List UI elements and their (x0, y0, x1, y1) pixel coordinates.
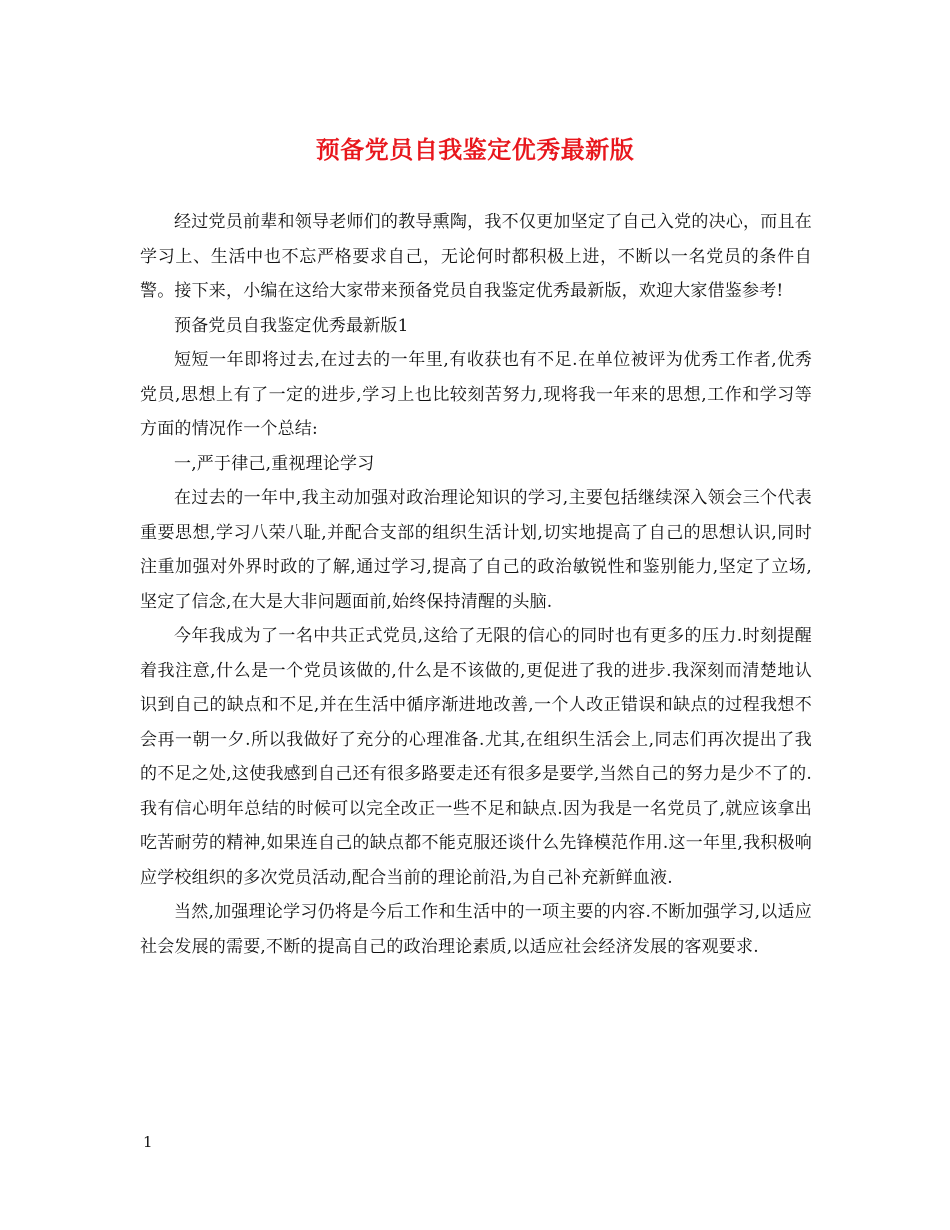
page-number: 1 (143, 1133, 153, 1151)
paragraph-party-member: 今年我成为了一名中共正式党员,这给了无限的信心的同时也有更多的压力.时刻提醒着我注意,什么是一个党员该做的,什么是不该做的,更促进了我的进步.我深刻而清楚地认识到自己的缺点和不足,并在生活中循序渐进地改善,一个人改正错误和缺点的过程我想不会再一朝一夕.所以我做好了充分的心理准备.尤其,在组织生活会上,同志们再次提出了我的不足之处,这使我感到自己还有很多路要走还有很多是要学,当然自己的努力是少不了的.我有信心明年总结的时候可以完全改正一些不足和缺点.因为我是一名党员了,就应该拿出吃苦耐劳的精神,如果连自己的缺点都不能克服还谈什么先锋模范作用.这一年里,我积极响应学校组织的多次党员活动,配合当前的理论前沿,为自己补充新鲜血液. (140, 626, 812, 888)
document-title: 预备党员自我鉴定优秀最新版 (315, 135, 635, 164)
paragraph-summary: 短短一年即将过去,在过去的一年里,有收获也有不足.在单位被评为优秀工作者,优秀党员,思想上有了一定的进步,学习上也比较刻苦努力,现将我一年来的思想,工作和学习等方面的情况作一个总结: (140, 350, 812, 439)
paragraph-intro: 经过党员前辈和领导老师们的教导熏陶，我不仅更加坚定了自己入党的决心，而且在学习上、生活中也不忘严格要求自己，无论何时都积极上进，不断以一名党员的条件自警。接下来，小编在这给大家带来预备党员自我鉴定优秀最新版，欢迎大家借鉴参考! (140, 212, 812, 301)
paragraph-theory-study: 在过去的一年中,我主动加强对政治理论知识的学习,主要包括继续深入领会三个代表重要思想,学习八荣八耻,并配合支部的组织生活计划,切实地提高了自己的思想认识,同时注重加强对外界时政的了解,通过学习,提高了自己的政治敏锐性和鉴别能力,坚定了立场,坚定了信念,在大是大非问题面前,始终保持清醒的头脑. (140, 488, 812, 612)
paragraph-subheading: 一,严于律己,重视理论学习 (174, 453, 375, 474)
document-body (140, 205, 812, 964)
paragraph-section-heading: 预备党员自我鉴定优秀最新版1 (174, 315, 409, 336)
paragraph-conclusion: 当然,加强理论学习仍将是今后工作和生活中的一项主要的内容.不断加强学习,以适应社会发展的需要,不断的提高自己的政治理论素质,以适应社会经济发展的客观要求. (140, 902, 812, 957)
